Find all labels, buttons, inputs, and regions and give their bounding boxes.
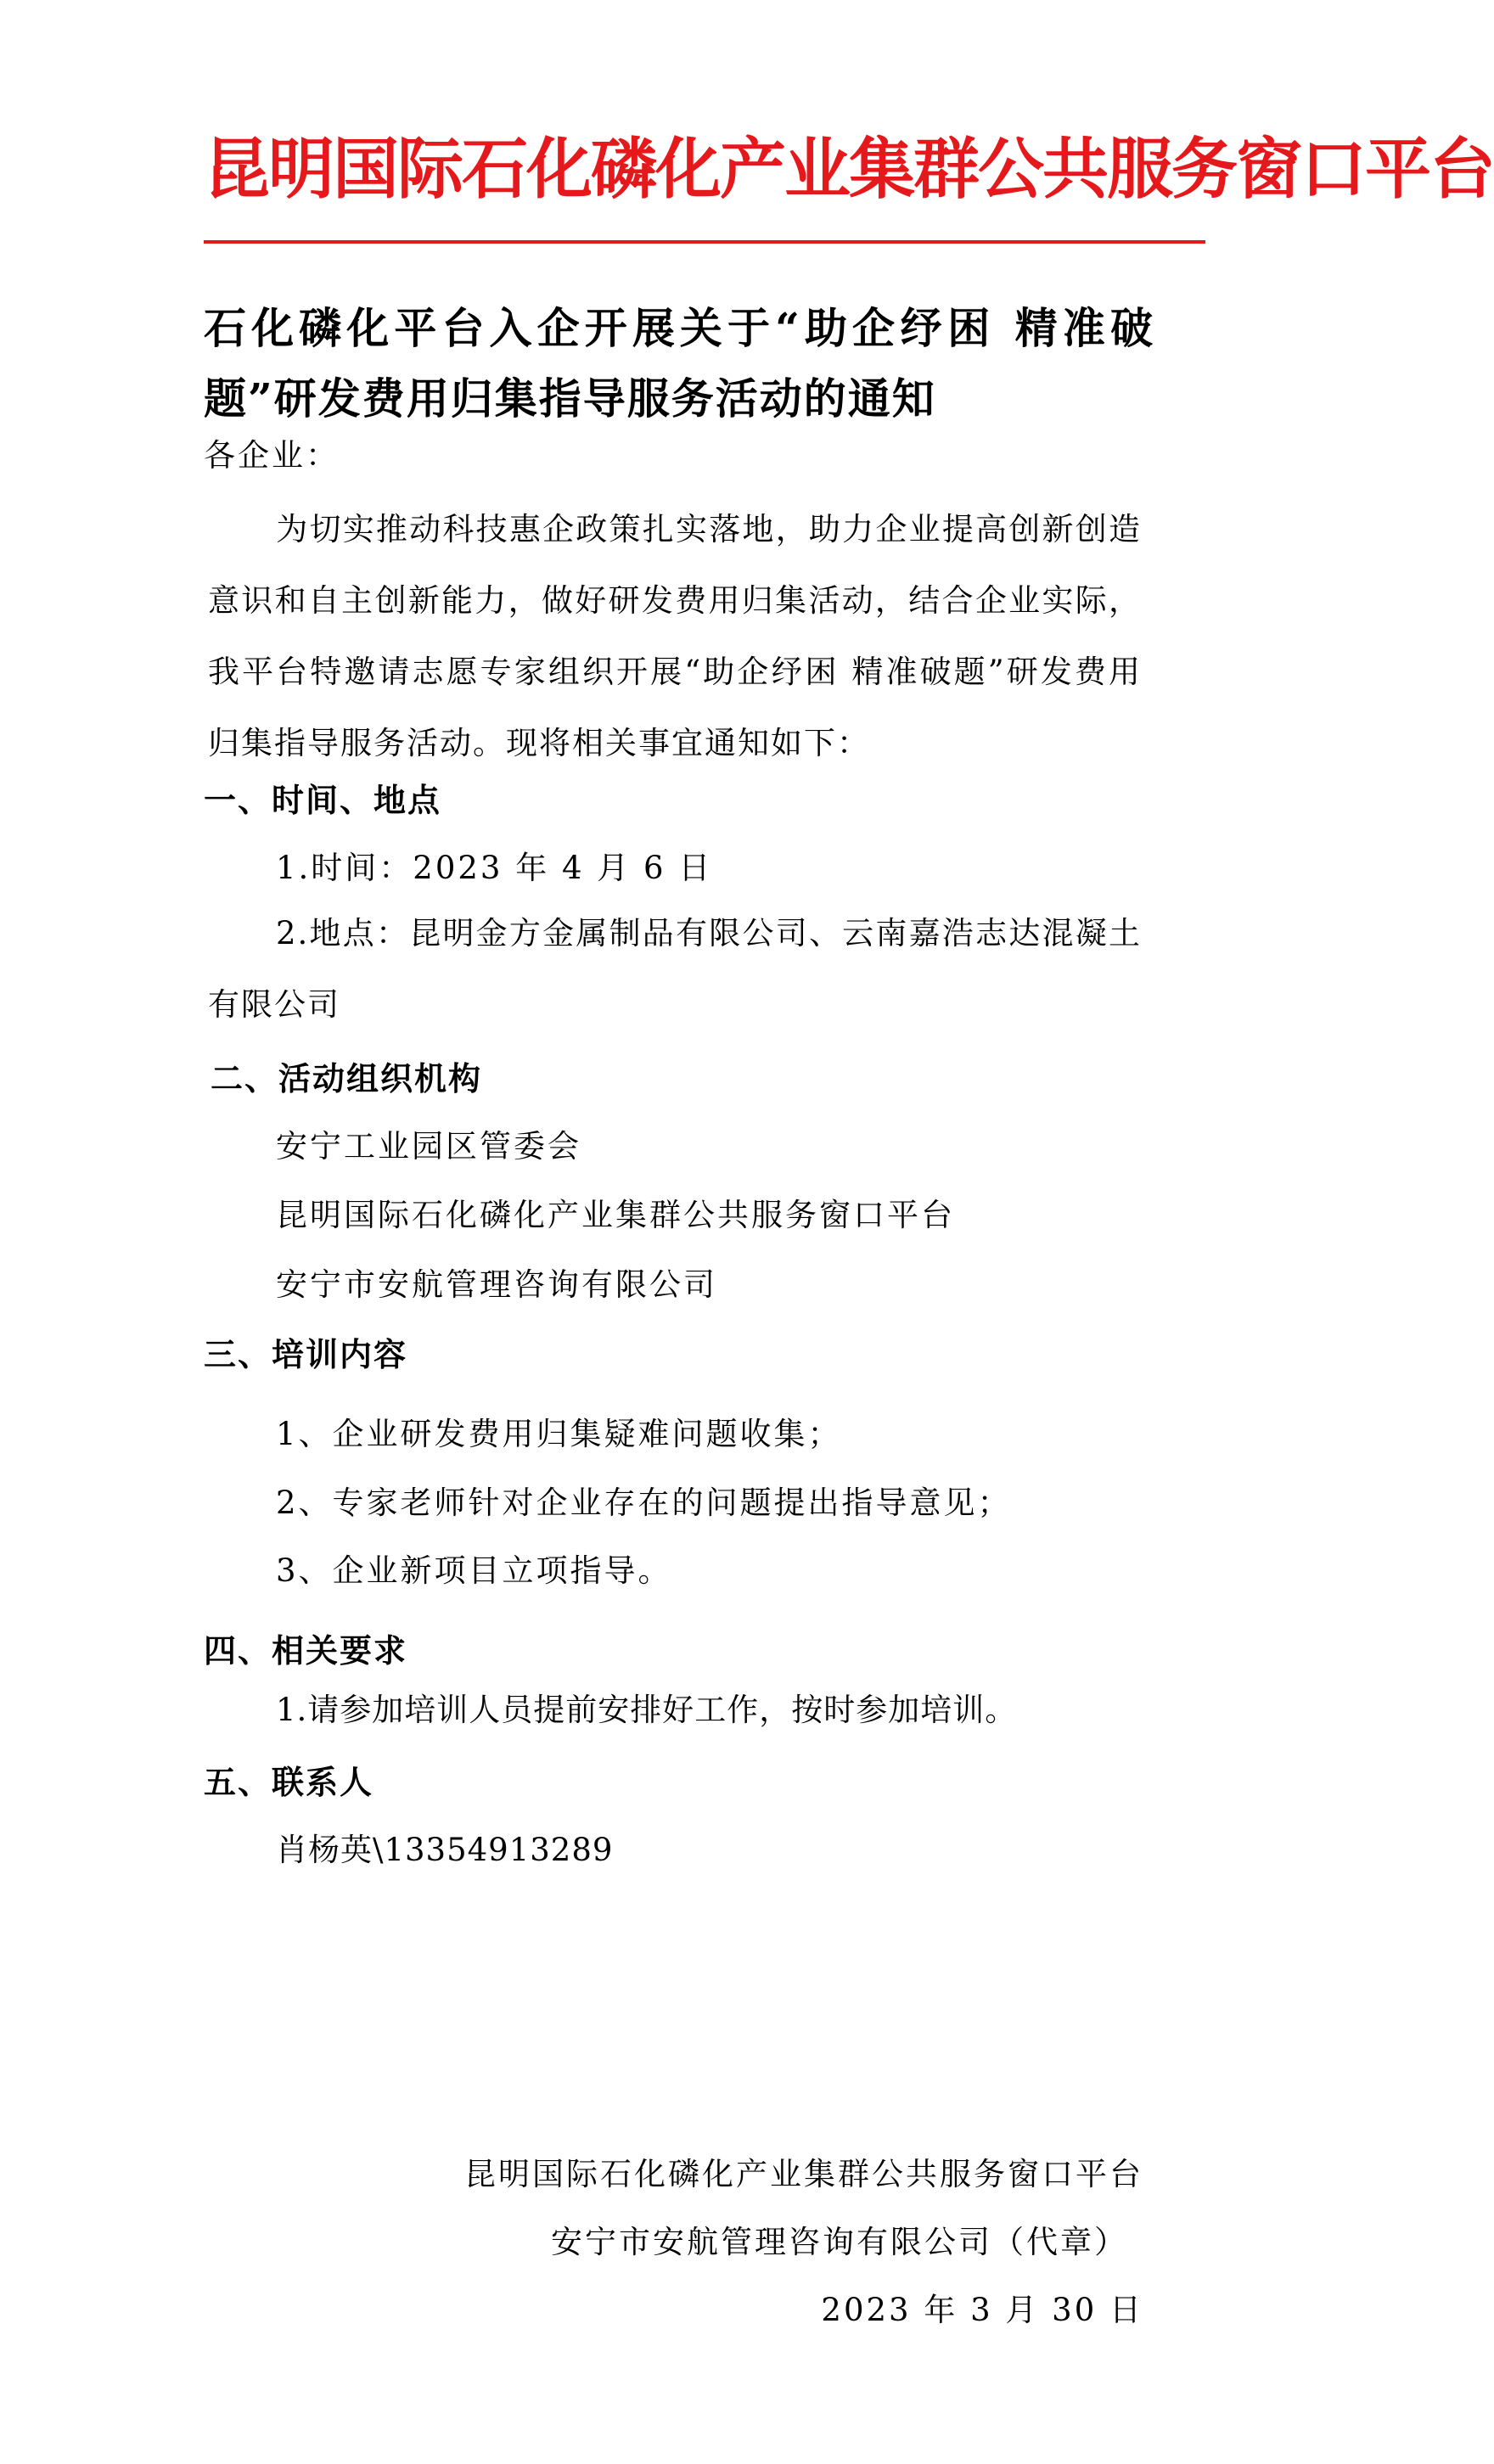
- section-heading-content: 三、培训内容: [204, 1336, 408, 1373]
- organizer-item: 昆明国际石化磷化产业集群公共服务窗口平台: [276, 1197, 955, 1233]
- content-item: 3、企业新项目立项指导。: [276, 1552, 672, 1589]
- section-heading-contact: 五、联系人: [204, 1764, 374, 1801]
- time-item: 1.时间：2023 年 4 月 6 日: [276, 850, 713, 886]
- salutation: 各企业：: [204, 437, 340, 474]
- masthead-red-rule: [204, 240, 1205, 244]
- signature-org-1: 昆明国际石化磷化产业集群公共服务窗口平台: [464, 2156, 1143, 2192]
- content-item: 2、专家老师针对企业存在的问题提出指导意见；: [276, 1485, 1012, 1521]
- section-heading-time-place: 一、时间、地点: [204, 782, 442, 819]
- section-heading-organizers: 二、活动组织机构: [211, 1060, 483, 1097]
- place-paragraph: [208, 898, 1142, 1041]
- masthead-org-name: 昆明国际石化磷化产业集群公共服务窗口平台: [204, 131, 1494, 208]
- section-heading-requirements: 四、相关要求: [204, 1632, 408, 1670]
- signature-org-2: 安宁市安航管理咨询有限公司（代章）: [551, 2224, 1128, 2260]
- intro-paragraph: [208, 494, 1142, 779]
- place-item: 2.地点：昆明金方金属制品有限公司、云南嘉浩志达混凝土有限公司: [208, 915, 1142, 1023]
- organizer-item: 安宁市安航管理咨询有限公司: [276, 1266, 717, 1303]
- intro-text: 为切实推动科技惠企政策扎实落地，助力企业提高创新创造意识和自主创新能力，做好研发费用归集活动，结合企业实际，我平台特邀请志愿专家组织开展“助企纾困 精准破题”研发费用归集指导服务活动。现将相关事宜通知如下：: [208, 511, 1142, 761]
- content-item: 1、企业研发费用归集疑难问题收集；: [276, 1416, 842, 1452]
- contact-person: 肖杨英\13354913289: [276, 1832, 614, 1868]
- notice-title: 石化磷化平台入企开展关于“助企纾困 精准破题”研发费用归集指导服务活动的通知: [204, 303, 1154, 424]
- requirement-item: 1.请参加培训人员提前安排好工作，按时参加培训。: [276, 1692, 1018, 1728]
- signature-date: 2023 年 3 月 30 日: [821, 2292, 1143, 2328]
- organizer-item: 安宁工业园区管委会: [276, 1128, 581, 1165]
